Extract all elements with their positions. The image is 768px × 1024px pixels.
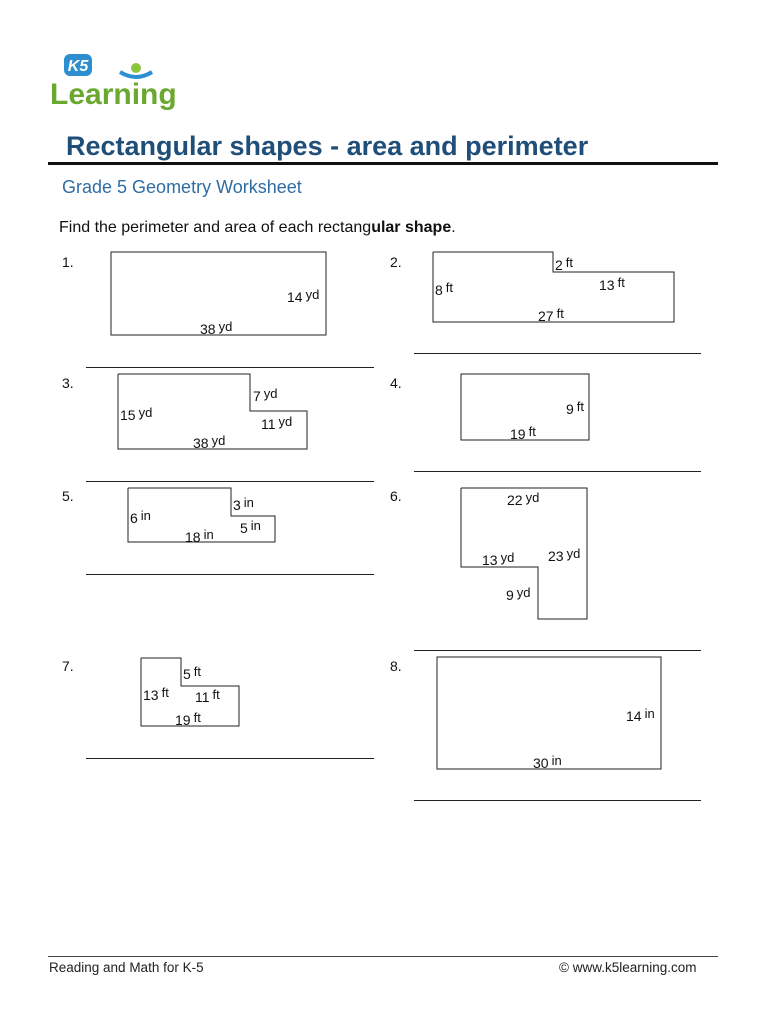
dimension-label: 13 ft bbox=[143, 685, 169, 703]
problem-number: 4. bbox=[390, 375, 402, 391]
problem-number: 1. bbox=[62, 254, 74, 270]
dimension-label: 7 yd bbox=[253, 386, 278, 404]
problem-number: 2. bbox=[390, 254, 402, 270]
answer-line[interactable] bbox=[86, 481, 374, 482]
footer-website-link[interactable]: © www.k5learning.com bbox=[559, 960, 697, 975]
title-divider bbox=[48, 162, 718, 165]
answer-line[interactable] bbox=[414, 650, 701, 651]
answer-line[interactable] bbox=[86, 574, 374, 575]
problem-number: 6. bbox=[390, 488, 402, 504]
dimension-label: 11 ft bbox=[195, 687, 220, 705]
dimension-label: 2 ft bbox=[555, 255, 574, 273]
dimension-label: 15 yd bbox=[120, 405, 153, 423]
dimension-label: 3 in bbox=[233, 495, 254, 513]
dimension-label: 14 yd bbox=[287, 287, 320, 305]
footer-divider bbox=[48, 956, 718, 957]
dimension-label: 8 ft bbox=[435, 280, 454, 298]
dimension-label: 13 ft bbox=[599, 275, 625, 293]
logo-figure-head-icon bbox=[131, 63, 141, 73]
dimension-label: 6 in bbox=[130, 508, 151, 526]
footer-tagline: Reading and Math for K-5 bbox=[49, 960, 204, 975]
logo-wordmark: Learning bbox=[50, 78, 177, 111]
dimension-label: 23 yd bbox=[548, 546, 581, 564]
dimension-label: 9 ft bbox=[566, 399, 585, 417]
answer-line[interactable] bbox=[414, 471, 701, 472]
dimension-label: 19 ft bbox=[175, 710, 201, 728]
problem-number: 5. bbox=[62, 488, 74, 504]
dimension-label: 5 ft bbox=[183, 664, 202, 682]
dimension-label: 22 yd bbox=[507, 490, 540, 508]
dimension-label: 5 in bbox=[240, 518, 261, 536]
problem-number: 8. bbox=[390, 658, 402, 674]
answer-line[interactable] bbox=[86, 758, 374, 759]
dimension-label: 9 yd bbox=[506, 585, 531, 603]
page-subtitle: Grade 5 Geometry Worksheet bbox=[62, 177, 302, 197]
answer-line[interactable] bbox=[86, 367, 374, 368]
dimension-label: 27 ft bbox=[538, 306, 564, 324]
dimension-label: 13 yd bbox=[482, 550, 515, 568]
answer-line[interactable] bbox=[414, 353, 701, 354]
page-title: Rectangular shapes - area and perimeter bbox=[66, 131, 589, 161]
logo-badge-text: K5 bbox=[67, 58, 89, 75]
dimension-label: 18 in bbox=[185, 527, 214, 545]
dimension-label: 38 yd bbox=[200, 319, 233, 337]
dimension-label: 38 yd bbox=[193, 433, 226, 451]
dimension-label: 19 ft bbox=[510, 424, 536, 442]
dimension-label: 11 yd bbox=[261, 414, 293, 432]
problem-number: 3. bbox=[62, 375, 74, 391]
dimension-label: 30 in bbox=[533, 753, 562, 771]
instructions: Find the perimeter and area of each rectangular shape. bbox=[59, 219, 456, 236]
dimension-label: 14 in bbox=[626, 706, 655, 724]
problem-number: 7. bbox=[62, 658, 74, 674]
answer-line[interactable] bbox=[414, 800, 701, 801]
k5-learning-logo bbox=[48, 52, 188, 114]
